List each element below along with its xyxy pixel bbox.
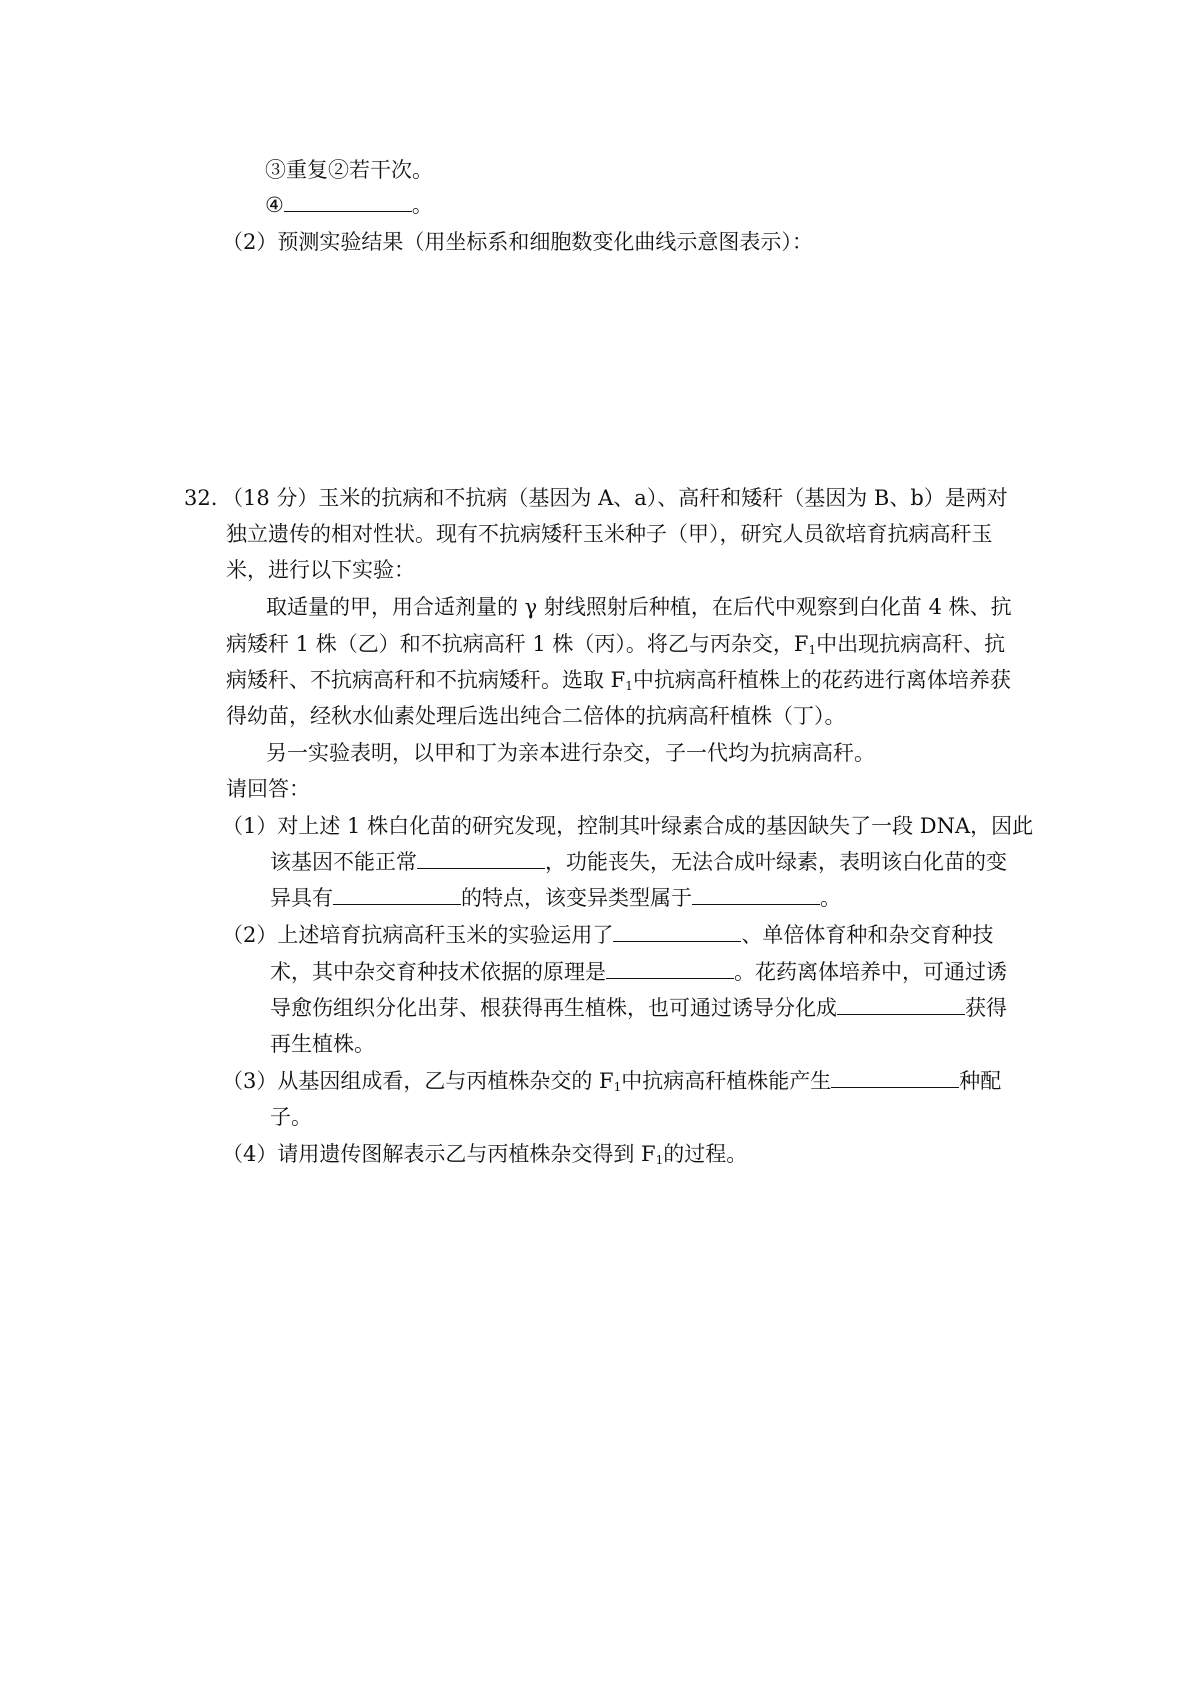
q2-text-2a: 术，其中杂交育种技术依据的原理是 [270,960,606,984]
paragraph-1-line-2 [226,629,1005,659]
q1-text-2b: ，功能丧失，无法合成叶绿素，表明该白化苗的变 [545,850,1007,874]
answer-blank-q2-2[interactable] [606,958,734,979]
sub-question-3-line-1 [222,1066,1001,1096]
sub-question-2-line-4 [270,1029,375,1059]
sub-question-2-line-3 [270,993,1007,1023]
q3-text-2: 子。 [270,1105,312,1129]
predict-results-heading [222,227,813,257]
q1-text-3a: 异具有 [270,886,333,910]
step-4-label: ④ [265,193,284,217]
q1-text-3c: 。 [820,886,841,910]
predict-results-text: （2）预测实验结果（用坐标系和细胞数变化曲线示意图表示）： [222,230,813,254]
subscript-1: 1 [625,679,633,693]
q1-text-1: （1）对上述 1 株白化苗的研究发现，控制其叶绿素合成的基因缺失了一段 DNA，因此 [222,814,1034,838]
q3-text-1b: 中抗病高秆植株能产生 [621,1069,832,1093]
intro-text-1: （18 分）玉米的抗病和不抗病（基因为 A、a）、高秆和矮秆（基因为 B、b）是两对 [222,486,1008,510]
sub-question-2-line-2 [270,957,1007,987]
question-intro-line-2 [226,519,993,549]
question-intro-line-3 [226,555,415,585]
para1-text-3a: 病矮秆、不抗病高秆和不抗病矮秆。选取 F [226,668,626,692]
answer-blank-step4[interactable] [284,191,412,212]
step-4 [265,190,433,220]
answer-blank-q2-1[interactable] [613,921,741,942]
answer-blank-q1-3[interactable] [692,884,820,905]
question-number-text: 32. [184,486,218,510]
please-answer [226,774,310,804]
please-answer-text: 请回答： [226,777,310,801]
q2-text-4: 再生植株。 [270,1032,375,1056]
sub-question-4 [222,1139,747,1169]
q2-text-1a: （2）上述培育抗病高秆玉米的实验运用了 [222,923,614,947]
paragraph-1-line-3 [226,665,1011,695]
step-3-text: ③重复②若干次。 [265,158,433,182]
answer-blank-q2-3[interactable] [837,994,965,1015]
para1-text-3b: 中抗病高秆植株上的花药进行离体培养获 [632,668,1011,692]
sub-question-1-line-2 [270,847,1007,877]
sub-question-1-line-1 [222,811,1033,841]
answer-blank-q3[interactable] [831,1067,959,1088]
answer-blank-q1-1[interactable] [417,848,545,869]
q2-text-3b: 获得 [965,996,1007,1020]
paragraph-2 [266,738,875,768]
q4-text-a: （4）请用遗传图解表示乙与丙植株杂交得到 F [222,1142,656,1166]
sub-question-2-line-1 [222,920,993,950]
question-number [184,483,217,513]
intro-text-2: 独立遗传的相对性状。现有不抗病矮秆玉米种子（甲），研究人员欲培育抗病高秆玉 [226,522,993,546]
subscript-1: 1 [655,1153,664,1167]
sub-question-3-line-2 [270,1102,312,1132]
q3-text-1c: 种配 [959,1069,1002,1093]
paragraph-1-line-4 [226,701,846,731]
para2-text: 另一实验表明，以甲和丁为亲本进行杂交，子一代均为抗病高秆。 [266,741,875,765]
para1-text-4: 得幼苗，经秋水仙素处理后选出纯合二倍体的抗病高秆植株（丁）。 [226,704,846,728]
subscript-1: 1 [613,1080,622,1094]
q2-text-3a: 导愈伤组织分化出芽、根获得再生植株，也可通过诱导分化成 [270,996,837,1020]
answer-blank-q1-2[interactable] [333,884,461,905]
q1-text-2a: 该基因不能正常 [270,850,417,874]
paragraph-1-line-1 [266,592,1012,622]
para1-text-2a: 病矮秆 1 株（乙）和不抗病高秆 1 株（丙）。将乙与丙杂交，F [226,632,809,656]
q4-text-b: 的过程。 [663,1142,748,1166]
step-4-period: 。 [411,193,433,217]
q2-text-1b: 、单倍体育种和杂交育种技 [741,923,994,947]
step-3 [265,155,433,185]
q1-text-3b: 的特点，该变异类型属于 [461,886,692,910]
q3-text-1a: （3）从基因组成看，乙与丙植株杂交的 F [222,1069,614,1093]
subscript-1: 1 [808,643,817,657]
para1-text-1: 取适量的甲，用合适剂量的 γ 射线照射后种植，在后代中观察到白化苗 4 株、抗 [266,595,1012,619]
question-intro-line-1 [222,483,1008,513]
intro-text-3: 米，进行以下实验： [226,558,415,582]
para1-text-2b: 中出现抗病高秆、抗 [816,632,1006,656]
q2-text-2b: 。花药离体培养中，可通过诱 [734,960,1007,984]
sub-question-1-line-3 [270,883,841,913]
